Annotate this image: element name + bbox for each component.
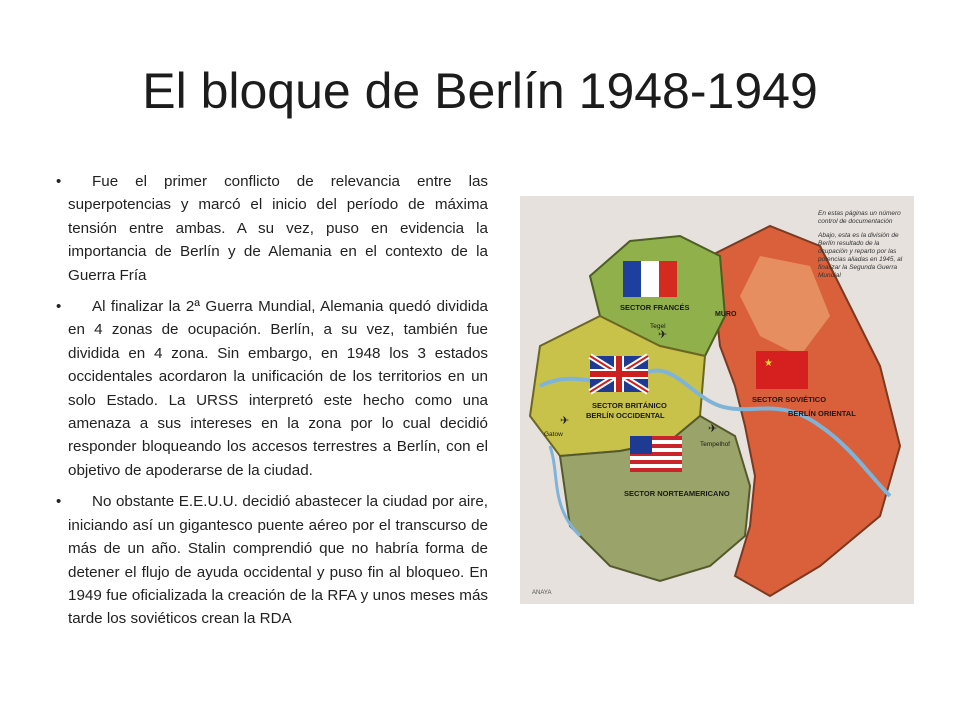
bullet-dot-icon: •	[56, 298, 62, 316]
label-gatow: Gatow	[544, 431, 563, 438]
svg-text:★: ★	[764, 358, 773, 369]
map-credit: ANAYA	[532, 590, 552, 596]
bullet-dot-icon: •	[56, 493, 62, 511]
american-flag-icon	[630, 436, 682, 472]
airplane-icon: ✈	[658, 329, 668, 341]
bullet-text: Al finalizar la 2ª Guerra Mundial, Alemania quedó dividida en 4 zonas de ocupación. Berlín, a su vez, también fue dividida en 4 zona. Sin embargo, en 1948 los 3 estados occidentales acordaron la unificación de los territorios en un solo Estado. La URSS interpretó este hecho como una amenaza a sus intereses en la zona por lo cual decidió responder bloqueando los accesos terrestres a Berlín, con el objetivo de apoderarse de la ciudad.	[68, 298, 488, 479]
berlin-map-svg	[520, 196, 914, 604]
label-sector-norteamericano: SECTOR NORTEAMERICANO	[624, 489, 730, 498]
bullet-item	[56, 490, 488, 630]
soviet-flag-icon	[756, 351, 808, 389]
bullet-dot-icon: •	[56, 173, 62, 190]
label-tegel: Tegel	[650, 323, 666, 330]
label-muro: MURO	[715, 311, 737, 318]
airplane-icon: ✈	[708, 423, 718, 435]
british-flag-icon	[590, 356, 648, 392]
label-sector-frances: SECTOR FRANCÉS	[620, 303, 690, 312]
label-berlin-oriental: BERLÍN ORIENTAL	[788, 409, 856, 418]
bullet-text: No obstante E.E.U.U. decidió abastecer la ciudad por aire, iniciando así un gigantesco puente aéreo por el transcurso de más de un año. Stalin comprendió que no habría forma de detener el flujo de ayuda occidental y puso fin al bloqueo. En 1949 fue oficializada la creación de la RFA y unos meses más tarde los soviéticos crean la RDA	[68, 493, 488, 628]
bullet-item	[56, 170, 488, 287]
label-tempelhof: Tempelhof	[700, 441, 730, 448]
airplane-icon: ✈	[560, 415, 570, 427]
bullet-list	[56, 170, 488, 639]
bullet-item	[56, 295, 488, 482]
slide-title: El bloque de Berlín 1948-1949	[142, 63, 818, 119]
label-berlin-occidental: BERLÍN OCCIDENTAL	[586, 411, 665, 420]
map-note-top: En estas páginas un número control de documentación	[818, 210, 901, 225]
label-sector-sovietico: SECTOR SOVIÉTICO	[752, 395, 827, 404]
berlin-map-image	[520, 196, 914, 604]
map-note-bottom: Abajo, esta es la división de Berlín resultado de la ocupación y reparto por las potencias aliadas en 1945, al finalizar la Segunda Guerra Mundial	[818, 232, 903, 279]
label-sector-britanico: SECTOR BRITÁNICO	[592, 401, 667, 410]
map-note	[818, 210, 910, 360]
french-flag-icon	[623, 261, 677, 297]
bullet-text: Fue el primer conflicto de relevancia entre las superpotencias y marcó el inicio del período de máxima tensión entre ambas. A su vez, puso en evidencia la importancia de Berlín y de Alemania en el contexto de la Guerra Fría	[68, 173, 488, 284]
